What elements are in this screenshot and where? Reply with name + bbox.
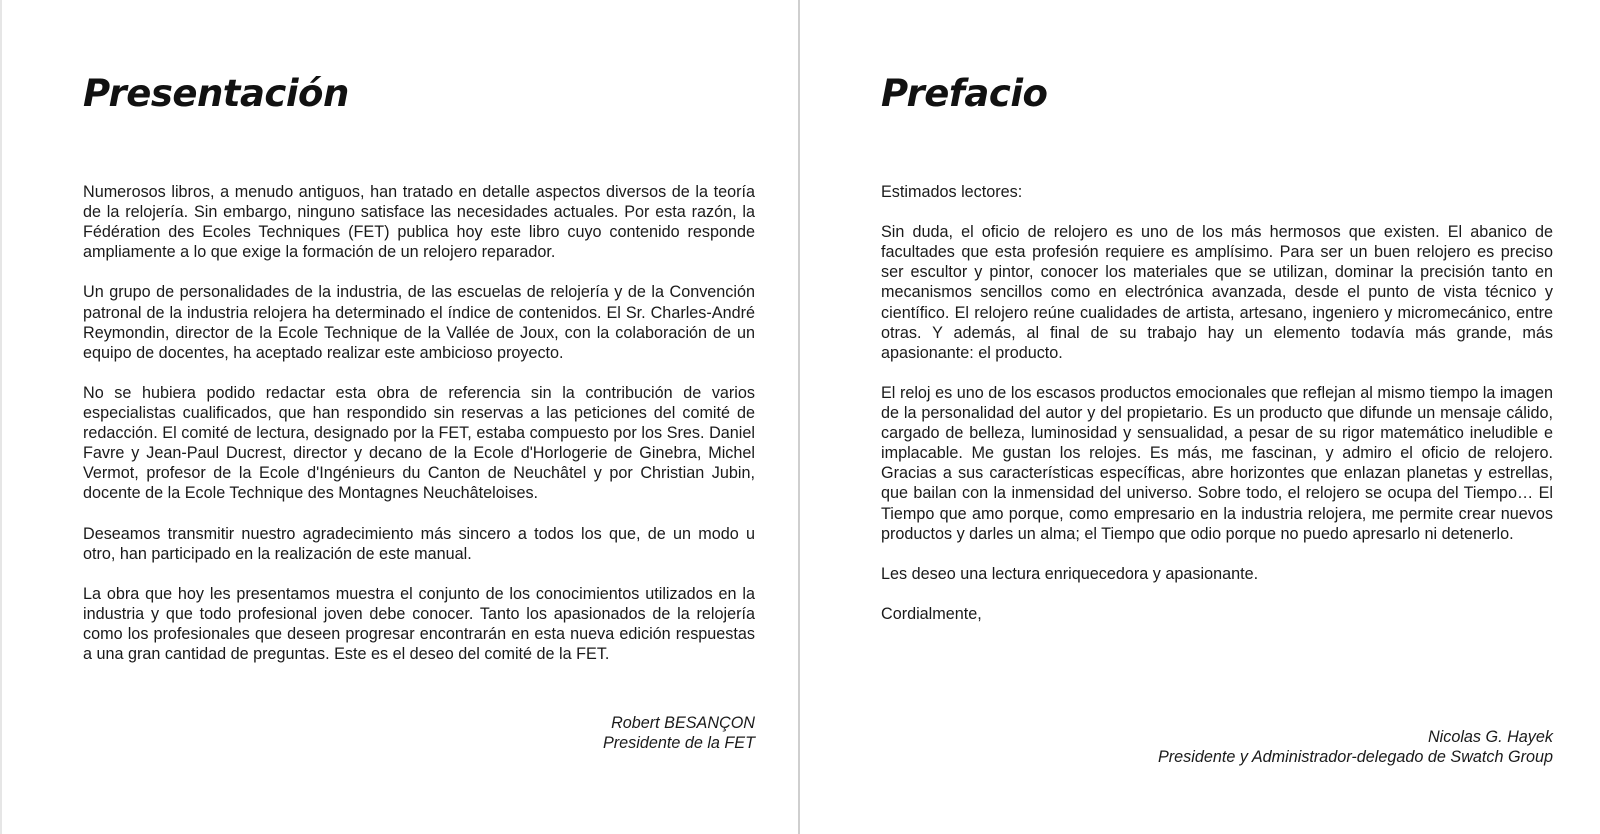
paragraph: La obra que hoy les presentamos muestra el conjunto de los conocimientos utilizados en la industria y que todo profesional joven debe conocer. Tanto los apasionados de la relojería como los profesionales que deseen progresar encontrarán en esta nueva edición respuestas a una gran cantidad de preguntas. Este es el deseo del comité de la FET. (83, 584, 755, 664)
page-body (83, 182, 755, 684)
paragraph: El reloj es uno de los escasos productos emocionales que reflejan al mismo tiempo la imagen de la personalidad del autor y del propietario. Es un producto que difunde un mensaje cálido, cargado de belleza, luminosidad y sensualidad, a pesar de su rigor matemático ineludible e implacable. Me gustan los relojes. Es más, me fascinan, y admiro el oficio de relojero. Gracias a sus características específicas, abre horizontes que enlazan planetas y estrellas, que bailan con la inmensidad del universo. Sobre todo, el relojero se ocupa del Tiempo… El Tiempo que amo porque, como empresario en la industria relojera, me permite crear nuevos productos y darles un alma; el Tiempo que odio porque no puedo apresarlo ni detenerlo. (881, 383, 1553, 543)
book-gutter (798, 0, 800, 834)
signature-role: Presidente y Administrador-delegado de Swatch Group (1157, 748, 1553, 767)
signature-role: Presidente de la FET (602, 734, 755, 753)
page-edge (0, 0, 2, 834)
signature-block (603, 713, 755, 753)
page-title: Presentación (83, 72, 349, 115)
signature-name: Nicolas G. Hayek (1427, 728, 1553, 746)
signature-block (1158, 727, 1553, 767)
paragraph: Un grupo de personalidades de la industria, de las escuelas de relojería y de la Convención patronal de la industria relojera ha determinado el índice de contenidos. El Sr. Charles-André Reymondin, director de la Ecole Technique de la Vallée de Joux, con la colaboración de un equipo de docentes, ha aceptado realizar este ambicioso proyecto. (83, 283, 755, 362)
paragraph: Deseamos transmitir nuestro agradecimiento más sincero a todos los que, de un modo u otro, han participado en la realización de este manual. (83, 524, 755, 563)
page-body (881, 182, 1553, 644)
paragraph: Sin duda, el oficio de relojero es uno de los más hermosos que existen. El abanico de facultades que esta profesión requiere es amplísimo. Para ser un buen relojero es preciso ser escultor y pintor, conocer los materiales que se utilizan, dominar la precisión tanto en mecanismos sencillos como en electrónica avanzada, desde el punto de vista técnico y científico. El relojero reúne cualidades de artista, artesano, ingeniero y micromecánico, entre otras. Y además, al final de su trabajo hay un elemento todavía más grande, más apasionante: el producto. (881, 223, 1553, 362)
closing: Cordialmente, (881, 604, 982, 623)
right-page (881, 0, 1553, 834)
page-title: Prefacio (881, 72, 1048, 115)
left-page (83, 0, 755, 834)
paragraph: Les deseo una lectura enriquecedora y apasionante. (881, 564, 1259, 583)
signature-name: Robert BESANÇON (611, 714, 755, 732)
paragraph: No se hubiera podido redactar esta obra de referencia sin la contribución de varios especialistas cualificados, que han respondido sin reservas a las peticiones del comité de redacción. El comité de lectura, designado por la FET, estaba compuesto por los Sres. Daniel Favre y Jean-Paul Ducrest, director y decano de la Ecole d'Horlogerie de Ginebra, Michel Vermot, profesor de la Ecole d'Ingénieurs du Canton de Neuchâtel y por Christian Jubin, docente de la Ecole Technique des Montagnes Neuchâteloises. (83, 383, 755, 503)
salutation: Estimados lectores: (881, 183, 1023, 201)
paragraph: Numerosos libros, a menudo antiguos, han tratado en detalle aspectos diversos de la teoría de la relojería. Sin embargo, ninguno satisface las necesidades actuales. Por esta razón, la Fédération des Ecoles Techniques (FET) publica hoy este libro cuyo contenido responde ampliamente a lo que exige la formación de un relojero reparador. (83, 183, 755, 262)
